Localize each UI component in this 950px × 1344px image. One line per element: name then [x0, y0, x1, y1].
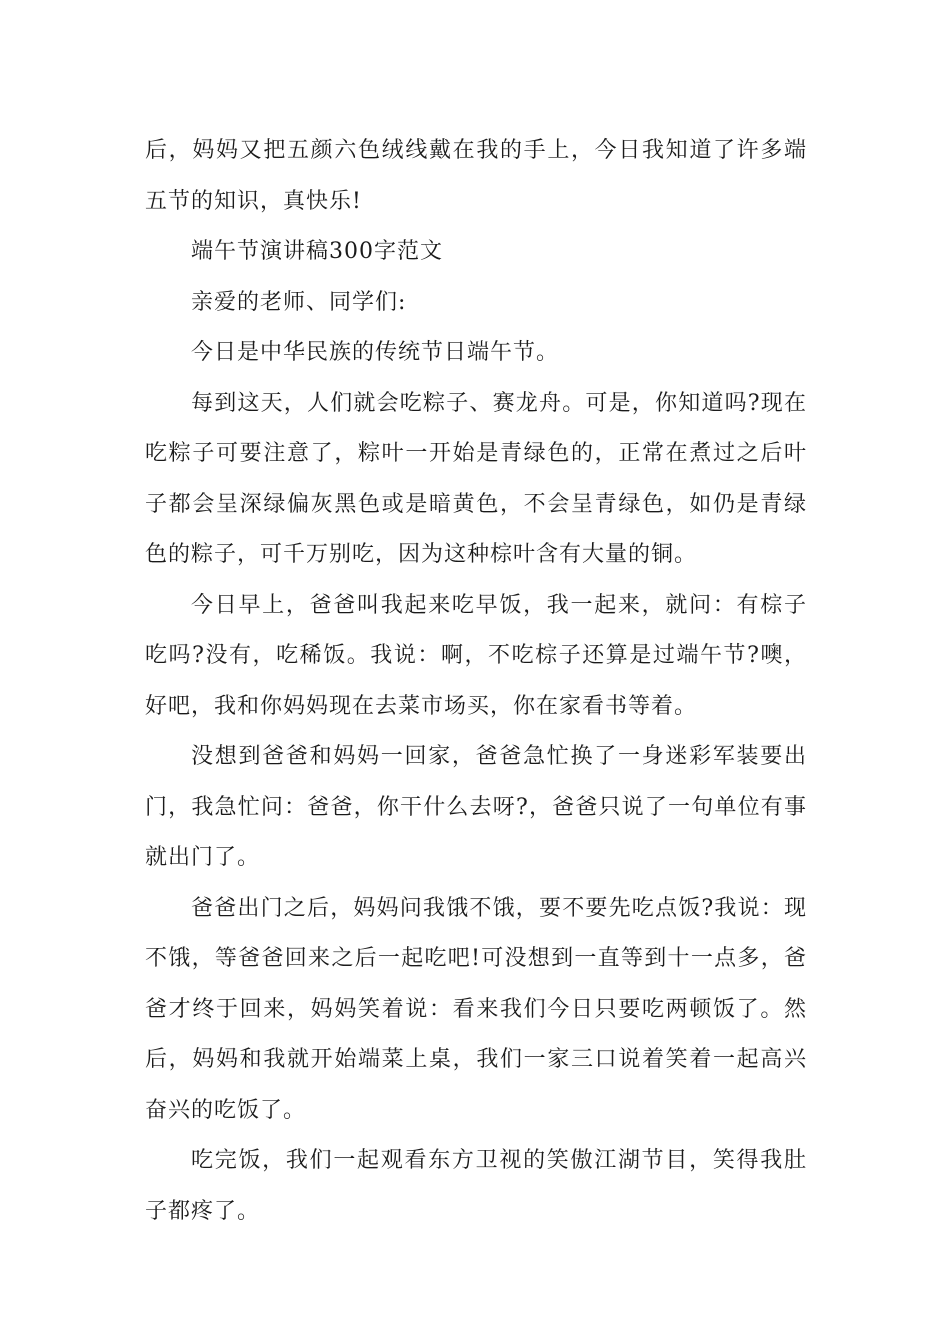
- paragraph: 吃完饭，我们一起观看东方卫视的笑傲江湖节目，笑得我肚子都疼了。: [145, 1148, 807, 1224]
- salutation: 亲爱的老师、同学们:: [191, 289, 407, 315]
- paragraph: 今日早上，爸爸叫我起来吃早饭，我一起来，就问：有棕子吃吗?没有，吃稀饭。我说：啊，不吃棕子还算是过端午节?噢，好吧，我和你妈妈现在去菜市场买，你在家看书等着。: [145, 592, 807, 719]
- paragraph: 今日是中华民族的传统节日端午节。: [191, 340, 560, 365]
- paragraph: 没想到爸爸和妈妈一回家，爸爸急忙换了一身迷彩军装要出门，我急忙问：爸爸，你干什么去呀?，爸爸只说了一句单位有事就出门了。: [145, 744, 807, 870]
- paragraph: 爸爸出门之后，妈妈问我饿不饿，要不要先吃点饭?我说：现不饿，等爸爸回来之后一起吃吧!可没想到一直等到十一点多，爸爸才终于回来，妈妈笑着说：看来我们今日只要吃两顿饭了。然后，妈妈和我就开始端菜上桌，我们一家三口说着笑着一起高兴奋兴的吃饭了。: [145, 895, 807, 1123]
- section-title: 端午节演讲稿300字范文: [191, 239, 443, 264]
- paragraph: 每到这天，人们就会吃粽子、赛龙舟。可是，你知道吗?现在吃粽子可要注意了，粽叶一开始是青绿色的，正常在煮过之后叶子都会呈深绿偏灰黑色或是暗黄色，不会呈青绿色，如仍是青绿色的粽子，可千万别吃，因为这种棕叶含有大量的铜。: [145, 390, 807, 567]
- paragraph-continuation: 后，妈妈又把五颜六色绒线戴在我的手上，今日我知道了许多端五节的知识，真快乐!: [145, 138, 807, 214]
- document-body: [145, 126, 807, 1237]
